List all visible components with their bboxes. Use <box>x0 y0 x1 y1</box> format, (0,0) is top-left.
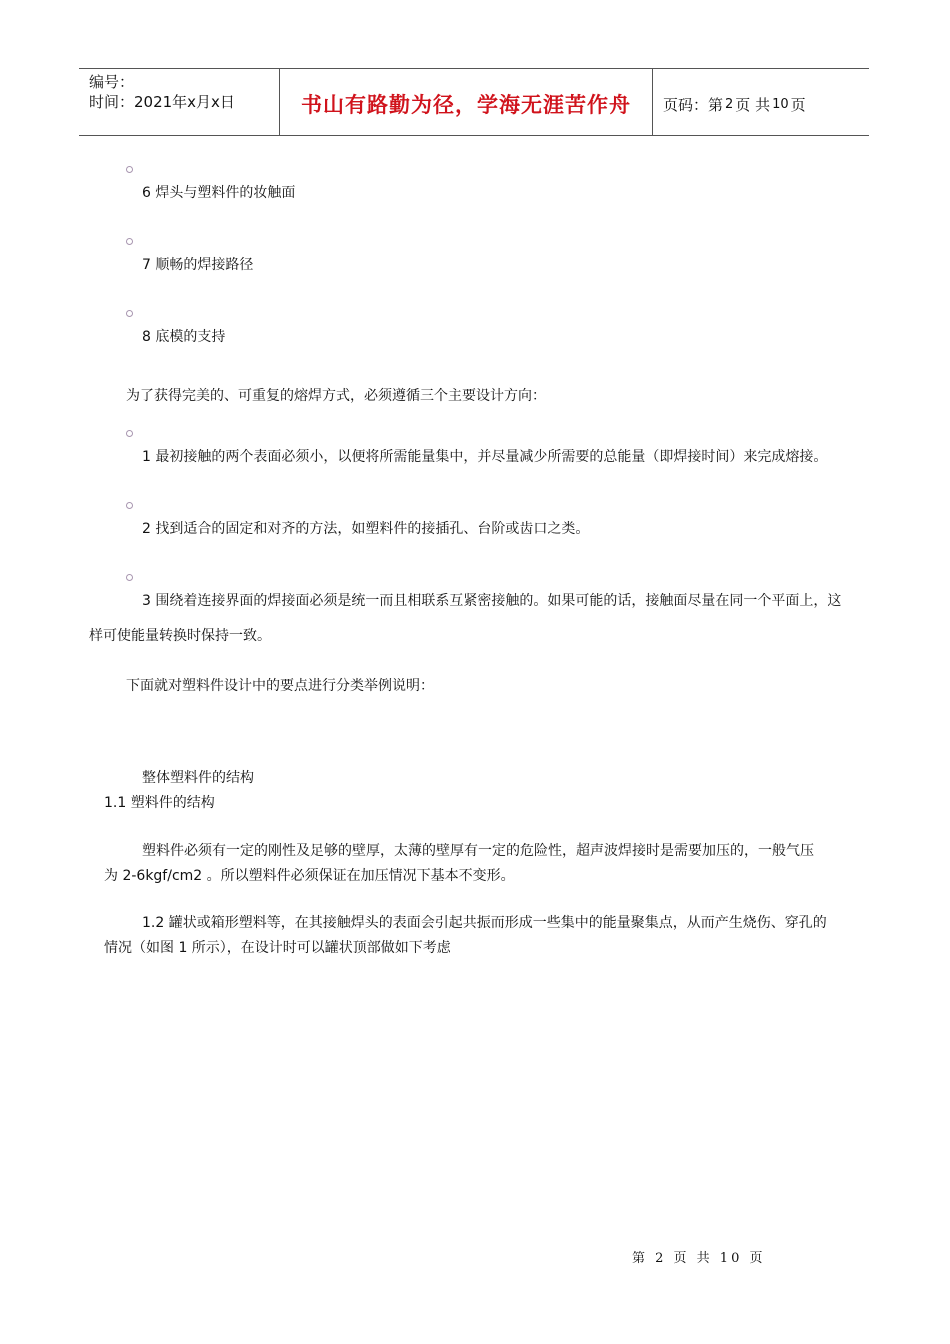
page-suffix: 页 <box>790 95 806 114</box>
page-header <box>79 68 869 136</box>
page-prefix: 页码：第 <box>663 95 724 114</box>
bullet-icon <box>126 430 133 437</box>
list-item: 8 底模的支持 <box>142 329 226 345</box>
list-item: 2 找到适合的固定和对齐的方法，如塑料件的接插孔、台阶或齿口之类。 <box>142 521 590 537</box>
header-meta <box>79 69 280 135</box>
section-title: 整体塑料件的结构 <box>142 770 254 786</box>
header-motto-cell <box>280 69 653 135</box>
page-mid: 页 共 <box>735 95 771 114</box>
document-number-label: 编号： <box>89 73 135 91</box>
paragraph-line: 情况（如图 1 所示），在设计时可以罐状顶部做如下考虑 <box>104 940 451 956</box>
page-footer: 第 2 页 共 10 页 <box>632 1251 766 1266</box>
lead-paragraph: 下面就对塑料件设计中的要点进行分类举例说明： <box>126 678 434 694</box>
page-total: 10 <box>772 96 789 112</box>
header-motto: 书山有路勤为径，学海无涯苦作舟 <box>301 92 631 117</box>
page-current: 2 <box>725 96 734 112</box>
bullet-icon <box>126 310 133 317</box>
list-item: 6 焊头与塑料件的妆触面 <box>142 185 296 201</box>
bullet-icon <box>126 574 133 581</box>
bullet-icon <box>126 166 133 173</box>
subsection-title: 1.1 塑料件的结构 <box>104 795 215 811</box>
intro-paragraph: 为了获得完美的、可重复的熔焊方式，必须遵循三个主要设计方向： <box>126 388 546 404</box>
document-time: 时间：2021年x月x日 <box>89 93 235 111</box>
list-item: 7 顺畅的焊接路径 <box>142 257 254 273</box>
paragraph-line: 塑料件必须有一定的刚性及足够的壁厚，太薄的壁厚有一定的危险性，超声波焊接时是需要加压的，一般气压 <box>142 843 814 859</box>
bullet-icon <box>126 502 133 509</box>
paragraph-line: 1.2 罐状或箱形塑料等，在其接触焊头的表面会引起共振而形成一些集中的能量聚集点，从而产生烧伤、穿孔的 <box>142 915 827 931</box>
list-item: 3 围绕着连接界面的焊接面必须是统一而且相联系互紧密接触的。如果可能的话，接触面尽量在同一个平面上，这 <box>142 593 842 609</box>
list-item: 1 最初接触的两个表面必须小，以便将所需能量集中，并尽量减少所需要的总能量（即焊接时间）来完成熔接。 <box>142 449 828 465</box>
bullet-icon <box>126 238 133 245</box>
list-item-continuation: 样可使能量转换时保持一致。 <box>89 628 271 644</box>
header-page-info <box>653 69 869 135</box>
paragraph-line: 为 2-6kgf/cm2 。所以塑料件必须保证在加压情况下基本不变形。 <box>104 868 515 884</box>
